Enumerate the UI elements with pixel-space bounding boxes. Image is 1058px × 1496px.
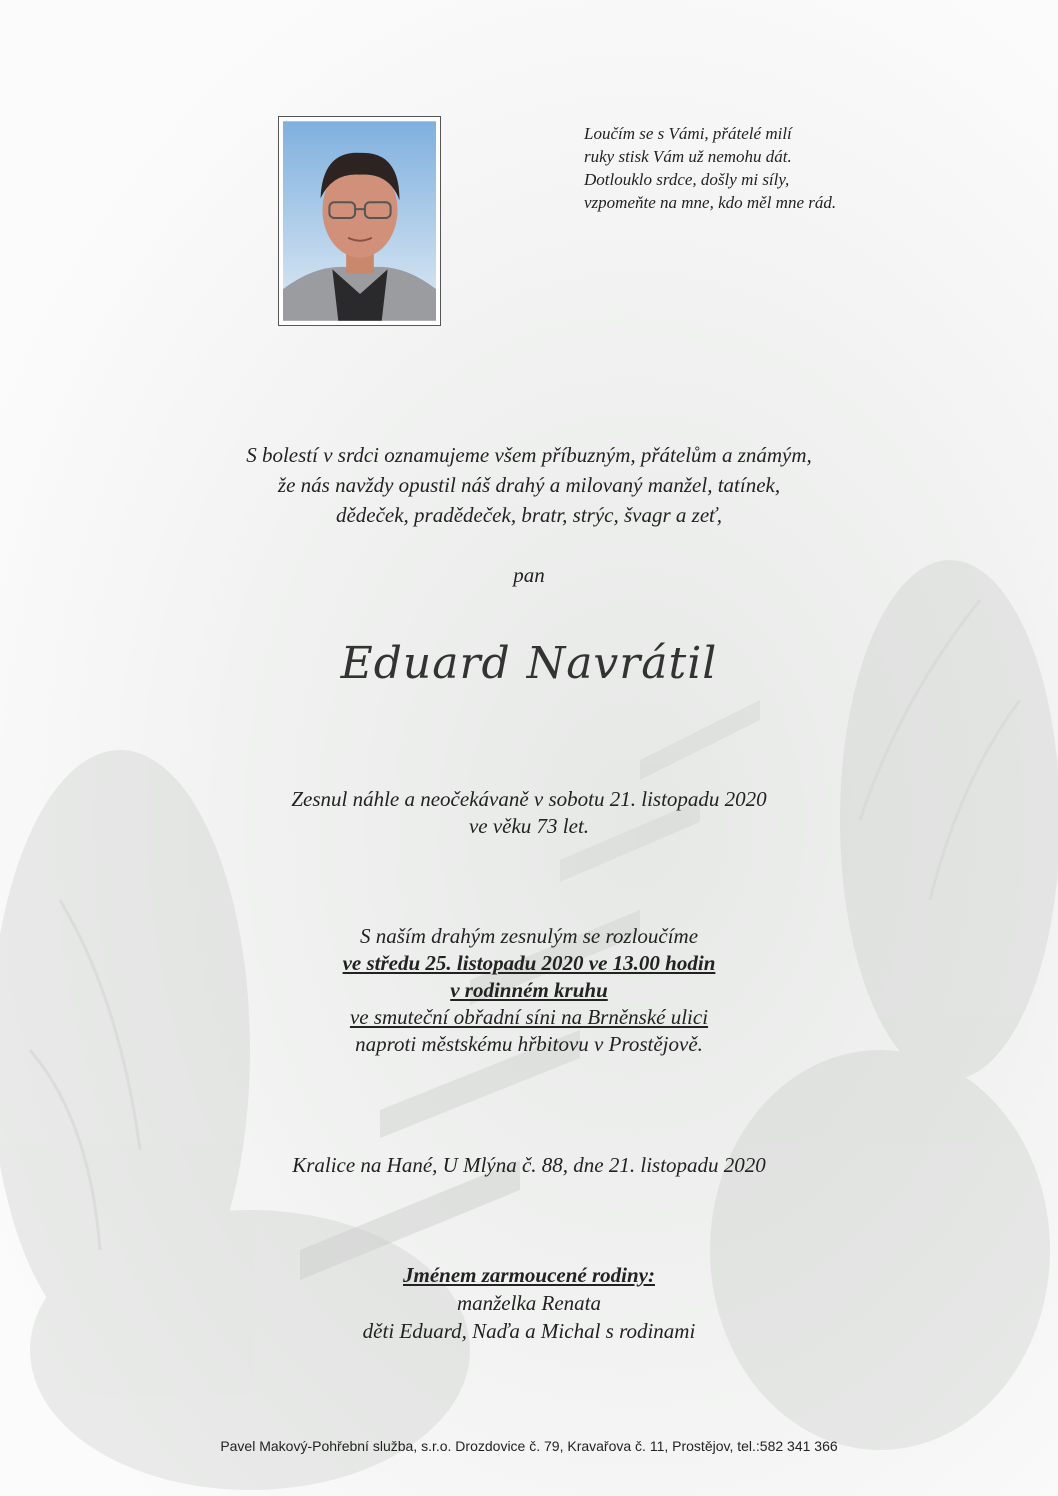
death-date-line: Zesnul náhle a neočekávaně v sobotu 21. listopadu 2020 (291, 787, 767, 811)
deceased-name (0, 638, 1058, 689)
announcement-line: dědeček, pradědeček, bratr, strýc, švagr a zeť, (335, 503, 723, 527)
death-info (0, 786, 1058, 840)
poem-line: ruky stisk Vám už nemohu dát. (584, 147, 792, 166)
place-and-date: Kralice na Hané, U Mlýna č. 88, dne 21. listopadu 2020 (292, 1153, 766, 1177)
poem-line: Dotlouklo srdce, došly mi síly, (584, 170, 790, 189)
funeral-venue-detail: naproti městskému hřbitovu v Prostějově. (355, 1032, 703, 1056)
funeral-intro-line: S naším drahým zesnulým se rozloučíme (359, 924, 699, 948)
first-name: Eduard (340, 638, 511, 689)
poem-line: vzpomeňte na mne, kdo měl mne rád. (584, 193, 837, 212)
title-pan: pan (513, 563, 545, 587)
funeral-venue: ve smuteční obřadní síni na Brněnské ulici (349, 1005, 709, 1029)
announcement-line: S bolestí v srdci oznamujeme všem příbuzným, přátelům a známým, (246, 443, 812, 467)
funeral-info (0, 923, 1058, 1058)
family-line: děti Eduard, Naďa a Michal s rodinami (362, 1319, 696, 1343)
age-line: ve věku 73 let. (468, 814, 590, 838)
portrait-image (283, 121, 436, 321)
announcement-text (0, 440, 1058, 530)
poem-line: Loučím se s Vámi, přátelé milí (584, 124, 792, 143)
last-name: Navrátil (526, 638, 718, 689)
funeral-service-footer: Pavel Makový-Pohřební služba, s.r.o. Drozdovice č. 79, Kravařova č. 11, Prostějov, tel.:582 341 366 (220, 1438, 838, 1454)
announcement-line: že nás navždy opustil náš drahý a milovaný manžel, tatínek, (277, 473, 781, 497)
funeral-date-time: ve středu 25. listopadu 2020 ve 13.00 hodin (342, 951, 716, 975)
family-heading: Jménem zarmoucené rodiny: (403, 1263, 655, 1287)
funeral-private-note: v rodinném kruhu (450, 978, 608, 1002)
farewell-poem (584, 122, 914, 214)
portrait-photo (278, 116, 441, 326)
family-signature (0, 1261, 1058, 1345)
family-line: manželka Renata (456, 1291, 602, 1315)
